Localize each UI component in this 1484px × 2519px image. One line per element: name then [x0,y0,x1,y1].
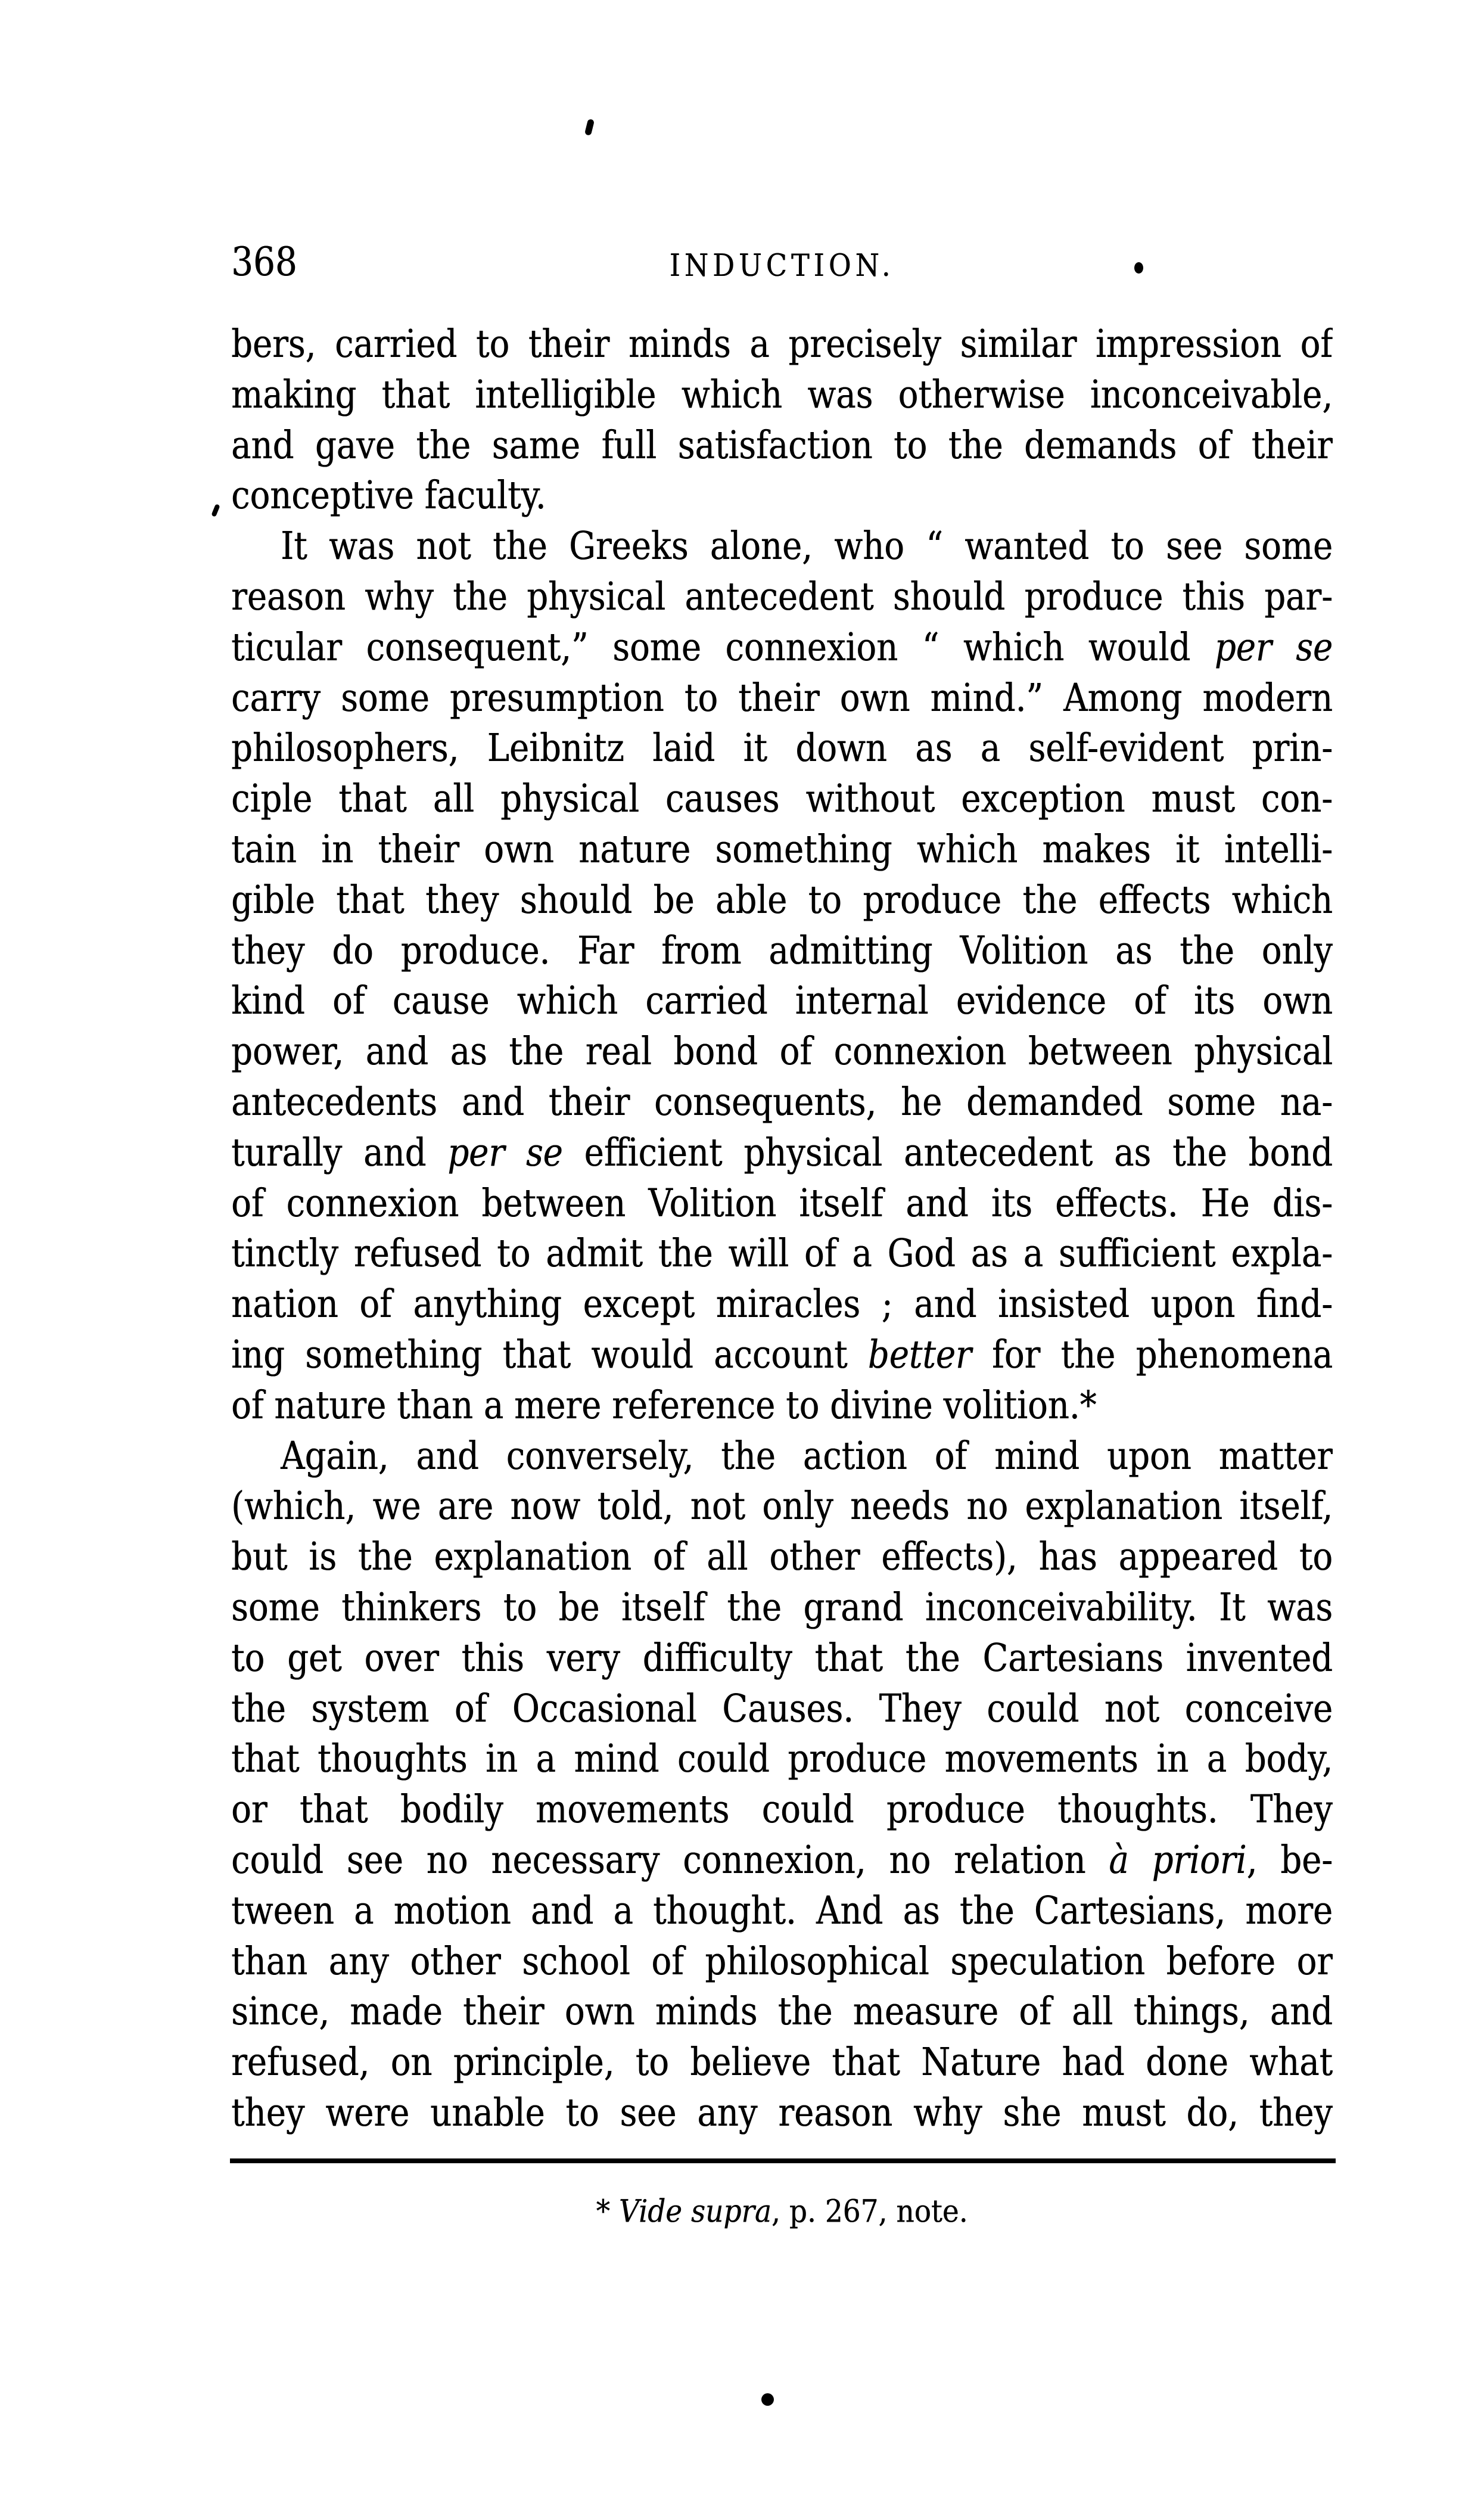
text-segment: , p. 267, note. [771,2193,968,2230]
text-line [231,1124,1333,1182]
text-segment: refused, on principle, to believe that Nature had done what [231,2039,1333,2085]
italic-text-segment: per se [1214,625,1333,670]
text-segment: philosophers, Leibnitz laid it down as a self-evident prin- [231,726,1333,771]
text-segment: they do produce. Far from admitting Volition as the only [231,928,1333,973]
text-line [231,1781,1333,1839]
text-line [231,315,1333,374]
text-segment: of nature than a mere reference to divine volition.* [231,1383,1097,1428]
text-line [231,821,1333,879]
text-segment: the system of Occasional Causes. They could not conceive [231,1686,1333,1731]
ink-speck-left-margin [211,504,220,517]
ink-dot-bottom [761,2393,774,2406]
italic-text-segment: per se [447,1130,563,1175]
text-block [231,319,1333,2139]
text-segment: Again, and conversely, the action of mind upon matter [281,1433,1333,1479]
text-line [231,568,1333,626]
text-segment: since, made their own minds the measure of all things, and [231,1989,1333,2035]
text-segment: power, and as the real bond of connexion between physical [231,1029,1333,1074]
text-segment: efficient physical antecedent as the bond [562,1130,1333,1175]
footnote-rule [230,2158,1336,2163]
text-line [231,1225,1333,1284]
text-line [231,1831,1333,1890]
text-segment: than any other school of philosophical speculation before or [231,1939,1333,1984]
text-segment: of connexion between Volition itself and its effects. He dis- [231,1181,1333,1226]
text-segment: * [596,2193,619,2230]
text-segment: for the phenomena [971,1332,1333,1377]
text-segment: tinctly refused to admit the will of a God as a sufficient expla- [231,1231,1333,1276]
footnote-text [231,2192,1333,2232]
text-line [231,619,1333,677]
text-line [231,2084,1333,2142]
text-line [231,1023,1333,1081]
text-segment: kind of cause which carried internal evidence of its own [231,979,1333,1024]
text-line [231,770,1333,828]
text-line [231,467,1333,526]
text-segment: turally and [231,1130,448,1175]
running-head: INDUCTION. [669,247,895,284]
text-line [231,1528,1333,1586]
text-segment: that thoughts in a mind could produce movements in a body, [231,1736,1333,1782]
text-segment: , be- [1246,1837,1333,1883]
text-line [231,1275,1333,1334]
text-segment: to get over this very difficulty that the Cartesians invented [231,1635,1333,1681]
italic-text-segment: Vide supra [618,2193,771,2230]
text-line [231,1073,1333,1132]
text-segment: conceptive faculty. [231,473,546,518]
text-segment: and gave the same full satisfaction to the demands of their [231,423,1333,468]
text-line [231,517,1333,576]
text-segment: It was not the Greeks alone, who “ wanted to see some [281,523,1333,569]
text-segment: making that intelligible which was otherwise inconceivable, [231,372,1333,417]
text-segment: tween a motion and a thought. And as the Cartesians, more [231,1888,1333,1933]
text-segment: (which, we are now told, not only needs no explanation itself, [231,1483,1333,1529]
page-number: 368 [231,238,297,285]
text-line [231,1882,1333,1940]
italic-text-segment: better [867,1332,972,1377]
text-segment: ticular consequent,” some connexion “ which would [231,625,1215,670]
text-segment: some thinkers to be itself the grand inconceivability. It was [231,1585,1333,1630]
text-line [231,1326,1333,1384]
text-line [231,1478,1333,1536]
text-line [231,366,1333,424]
text-segment: reason why the physical antecedent should produce this par- [231,574,1333,620]
text-segment: they were unable to see any reason why she must do, they [231,2090,1333,2135]
text-line [231,2033,1333,2092]
ink-speck-top [584,119,595,136]
text-segment: tain in their own nature something which makes it intelli- [231,827,1333,872]
text-segment: gible that they should be able to produce the effects which [231,877,1333,923]
ink-dot-header [1134,262,1143,274]
text-segment: ing something that would account [231,1332,868,1377]
text-segment: ciple that all physical causes without exception must con- [231,776,1333,822]
text-line [231,720,1333,778]
text-line [231,1731,1333,1789]
text-line [231,871,1333,930]
text-line [231,1983,1333,2042]
text-segment: could see no necessary connexion, no relation [231,1837,1109,1883]
text-segment: antecedents and their consequents, he demanded some na- [231,1079,1333,1125]
text-segment: nation of anything except miracles ; and insisted upon find- [231,1281,1333,1327]
text-segment: bers, carried to their minds a precisely similar impression of [231,321,1333,367]
text-line [231,973,1333,1031]
italic-text-segment: à priori [1109,1837,1247,1883]
text-line [231,1579,1333,1637]
text-line [231,1377,1333,1435]
text-line [231,1629,1333,1688]
text-segment: carry some presumption to their own mind.” Among modern [231,675,1333,720]
text-segment: but is the explanation of all other effects), has appeared to [231,1534,1333,1580]
text-segment: or that bodily movements could produce thoughts. They [231,1787,1333,1832]
